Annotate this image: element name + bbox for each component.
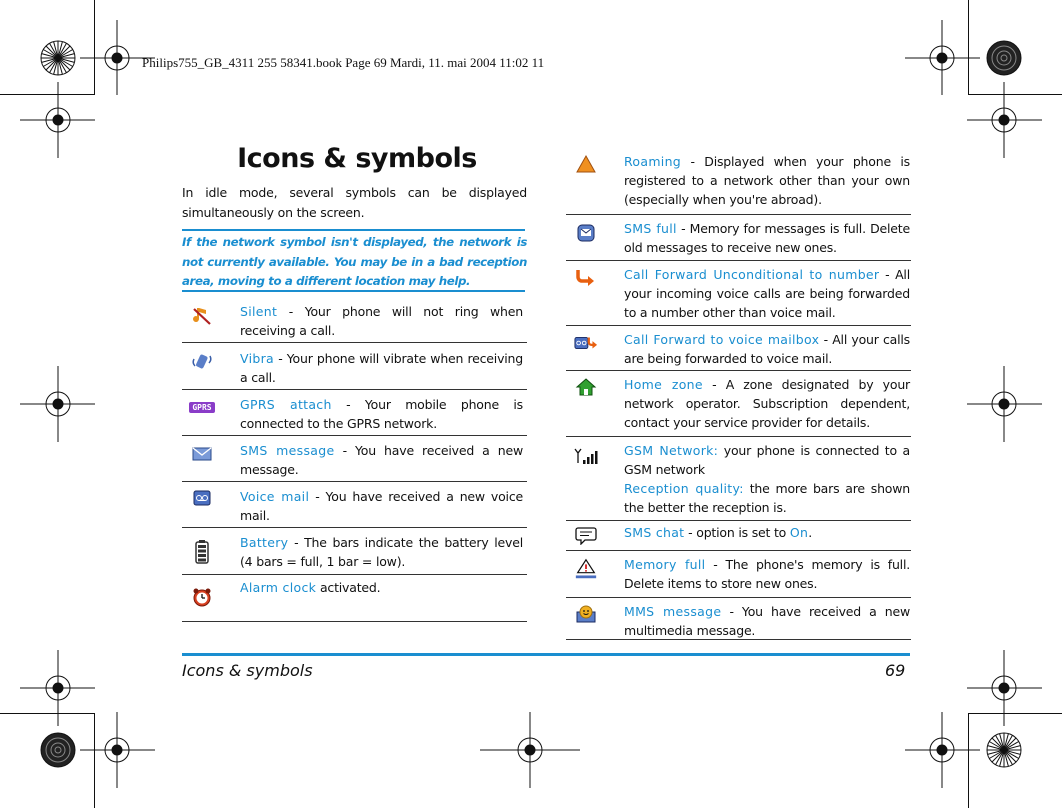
item-text: - A zone designated by your network operator. Subscription dependent, contact your service provider for details.	[624, 377, 910, 430]
call-forward-number-icon	[574, 265, 598, 289]
call-forward-mailbox-icon	[574, 331, 598, 355]
item-label: Silent	[240, 304, 278, 319]
item-label: SMS message	[240, 443, 335, 458]
item-label: Battery	[240, 535, 289, 550]
list-item	[566, 261, 911, 326]
list-item	[566, 148, 911, 215]
item-text: - Displayed when your phone is registered to a network other than your own (especially when you're abroad).	[624, 154, 910, 207]
list-item	[566, 598, 911, 640]
list-item	[566, 437, 911, 521]
item-label: Roaming	[624, 154, 682, 169]
crosshair-target-tr	[905, 20, 980, 95]
crosshair-target-right-top	[967, 82, 1042, 158]
crosshair-target-left-mid	[20, 366, 95, 442]
item-text: - All your calls are being forwarded to voice mail.	[624, 332, 910, 366]
home-zone-icon	[574, 375, 598, 399]
concentric-target-bl	[41, 733, 75, 767]
item-label: GPRS attach	[240, 397, 332, 412]
list-item	[182, 528, 527, 575]
item-label-2: Reception quality:	[624, 481, 744, 496]
item-text: - The phone's memory is full. Delete items to store new ones.	[624, 557, 910, 591]
gprs-icon: GPRS	[184, 395, 220, 419]
list-item	[182, 482, 527, 528]
crosshair-target-br	[905, 712, 980, 788]
list-item: SMS chat - option is set to On.	[566, 521, 911, 551]
page-number: 69	[885, 661, 906, 680]
left-icon-list	[182, 296, 527, 622]
list-item	[182, 575, 527, 622]
vibra-icon	[190, 349, 214, 373]
item-label: MMS message	[624, 604, 722, 619]
crosshair-target-right-mid	[967, 366, 1042, 442]
list-item	[566, 215, 911, 261]
concentric-target-tr	[987, 41, 1021, 75]
alarm-clock-icon	[190, 585, 214, 609]
envelope-icon	[190, 442, 214, 466]
page-title: Icons & symbols	[237, 143, 477, 174]
item-text: - You have received a new message.	[240, 443, 523, 477]
item-label: Call Forward Unconditional to number	[624, 267, 880, 282]
item-label: Home zone	[624, 377, 703, 392]
footer-section-title: Icons & symbols	[182, 661, 313, 680]
crosshair-target-right-bot	[967, 650, 1042, 726]
mms-message-icon	[574, 602, 598, 626]
crosshair-target-left-top	[20, 82, 95, 158]
print-header: Philips755_GB_4311 255 58341.book Page 69 Mardi, 11. mai 2004 11:02 11	[142, 55, 545, 70]
item-text-2: the more bars are shown the better the reception is.	[624, 481, 910, 515]
item-text: - All your incoming voice calls are being forwarded to a number other than voice mail.	[624, 267, 910, 320]
item-text: activated.	[316, 580, 381, 595]
item-label: SMS full	[624, 221, 677, 236]
footer-rule	[182, 653, 910, 656]
silent-icon	[190, 304, 214, 328]
roaming-icon	[574, 152, 598, 176]
starburst-target-br	[987, 733, 1021, 767]
item-label: Memory full	[624, 557, 706, 572]
item-label: SMS chat	[624, 525, 685, 540]
warning-rule-bottom	[182, 290, 525, 292]
warning-rule-top	[182, 229, 525, 231]
memory-full-icon	[574, 557, 598, 581]
list-item	[566, 371, 911, 437]
crosshair-target-left-bot	[20, 650, 95, 726]
sms-full-icon	[574, 221, 598, 245]
item-text: - option is set to	[684, 525, 790, 540]
sms-chat-icon	[574, 523, 598, 547]
right-icon-list	[566, 148, 911, 640]
list-item	[182, 343, 527, 390]
item-label: GSM Network:	[624, 443, 719, 458]
item-label: Alarm clock	[240, 580, 317, 595]
item-text: - You have received a new multimedia message.	[624, 604, 910, 638]
item-text: - You have received a new voice mail.	[240, 489, 523, 523]
item-value: On	[789, 525, 809, 540]
voicemail-icon	[190, 486, 214, 510]
item-text: - Your phone will not ring when receiving a call.	[240, 304, 523, 338]
item-text: - Your phone will vibrate when receiving a call.	[240, 351, 523, 385]
list-item	[182, 296, 527, 343]
item-text: - Memory for messages is full. Delete old messages to receive new ones.	[624, 221, 910, 255]
list-item	[182, 390, 527, 436]
item-text: your phone is connected to a GSM network	[624, 443, 910, 477]
list-item	[566, 326, 911, 371]
list-item	[566, 551, 911, 598]
item-label: Voice mail	[240, 489, 310, 504]
item-label: Vibra	[240, 351, 274, 366]
starburst-target-tl	[41, 41, 75, 75]
crosshair-target-bl	[80, 712, 155, 788]
warning-note: If the network symbol isn't displayed, the network is not currently available. You may be in a bad reception area, moving to a different location may help.	[182, 235, 527, 288]
battery-icon	[190, 540, 214, 564]
gsm-network-icon	[574, 445, 598, 469]
item-label: Call Forward to voice mailbox	[624, 332, 820, 347]
intro-paragraph: In idle mode, several symbols can be displayed simultaneously on the screen.	[182, 185, 527, 220]
item-text: - The bars indicate the battery level (4 bars = full, 1 bar = low).	[240, 535, 523, 569]
item-text: - Your mobile phone is connected to the GPRS network.	[240, 397, 523, 431]
list-item	[182, 436, 527, 482]
crosshair-target-bc	[480, 712, 580, 788]
